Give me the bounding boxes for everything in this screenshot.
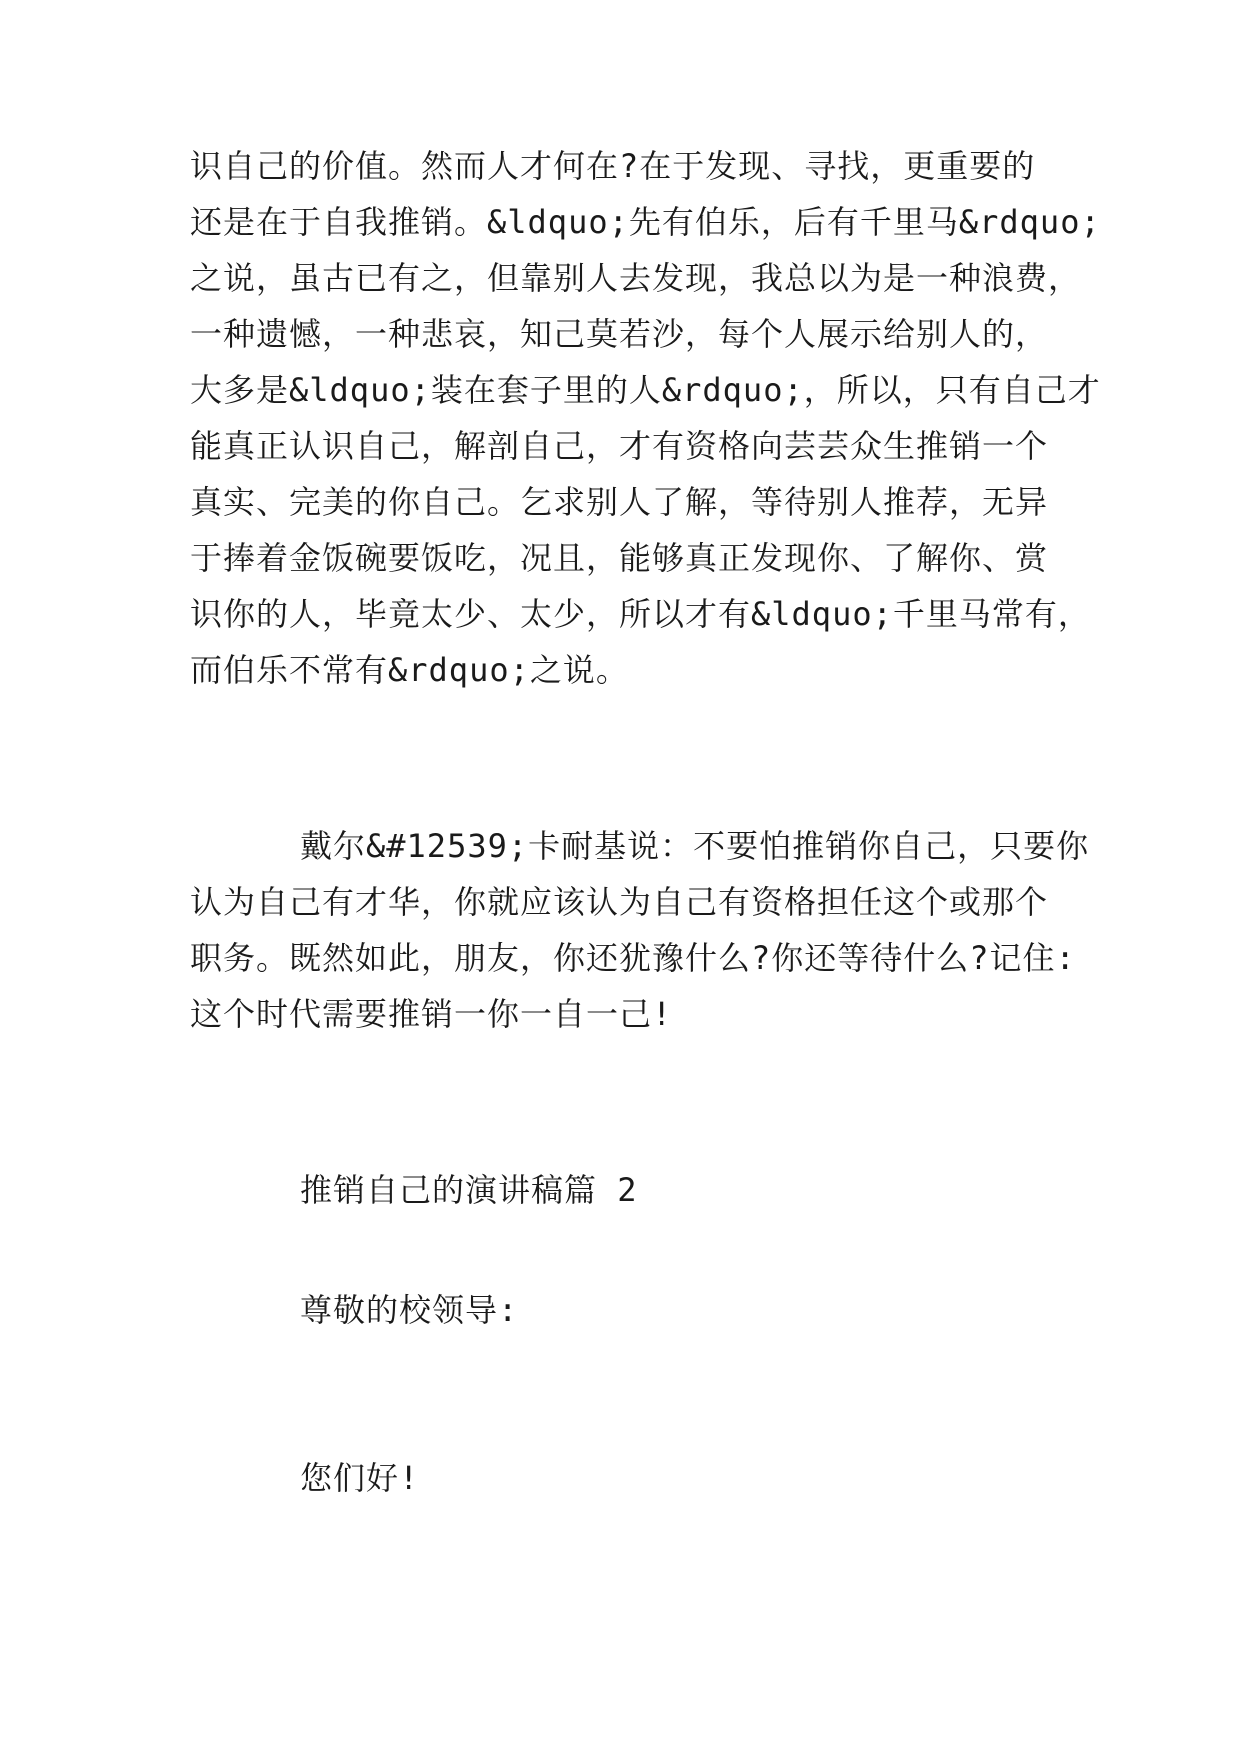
paragraph-2-line: 职务。既然如此，朋友，你还犹豫什么?你还等待什么?记住:	[190, 939, 1076, 977]
paragraph-1-line: 能真正认识自己，解剖自己，才有资格向芸芸众生推销一个	[190, 427, 1049, 465]
paragraph-1-line: 识自己的价值。然而人才何在?在于发现、寻找，更重要的	[190, 147, 1036, 185]
section-title: 推销自己的演讲稿篇 2	[300, 1171, 638, 1209]
paragraph-2-line: 戴尔&#12539;卡耐基说：不要怕推销你自己，只要你	[300, 827, 1090, 865]
greeting: 您们好!	[300, 1459, 420, 1497]
paragraph-1-line: 一种遗憾，一种悲哀，知己莫若沙，每个人展示给别人的，	[190, 315, 1049, 353]
paragraph-1-line: 之说，虽古已有之，但靠别人去发现，我总以为是一种浪费，	[190, 259, 1082, 297]
paragraph-1-line: 大多是&ldquo;装在套子里的人&rdquo;，所以，只有自己才	[190, 371, 1101, 409]
paragraph-2-line: 这个时代需要推销一你一自一己!	[190, 995, 673, 1033]
paragraph-1-line: 识你的人，毕竟太少、太少，所以才有&ldquo;千里马常有，	[190, 595, 1091, 633]
salutation: 尊敬的校领导:	[300, 1291, 519, 1329]
paragraph-2-line: 认为自己有才华，你就应该认为自己有资格担任这个或那个	[190, 883, 1049, 921]
paragraph-1-line: 于捧着金饭碗要饭吃，况且，能够真正发现你、了解你、赏	[190, 539, 1049, 577]
paragraph-1-line: 而伯乐不常有&rdquo;之说。	[190, 651, 629, 689]
paragraph-1-line: 还是在于自我推销。&ldquo;先有伯乐，后有千里马&rdquo;	[190, 203, 1101, 241]
paragraph-1-line: 真实、完美的你自己。乞求别人了解，等待别人推荐，无异	[190, 483, 1049, 521]
